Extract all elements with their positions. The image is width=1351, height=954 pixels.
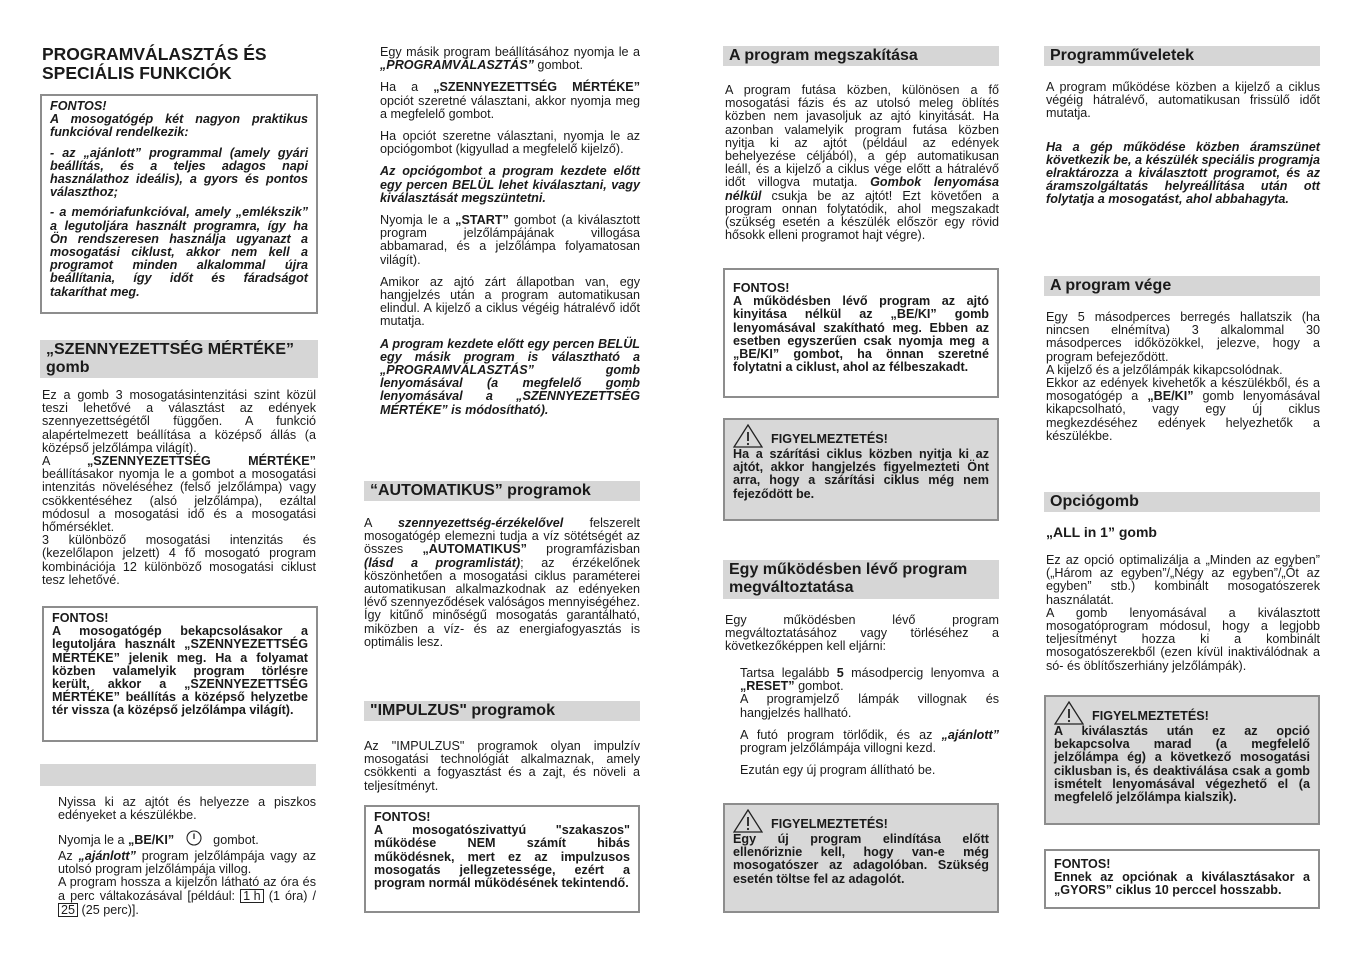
- warning-text: A kiválasztás után ez az opció bekapcsolva marad (a megfelelő jelzőlámpa ég) a következő mosogatási ciklusban is, és deaktiválása csak a gomb ismételt lenyomásával végezhető el (a megfelelő jelzőlámpa kialszik).: [1054, 724, 1310, 805]
- start-step-open-door: Nyissa ki az ajtót és helyezze a piszkos edényeket a készülékbe.: [58, 795, 316, 823]
- impulse-description: Az "IMPULZUS" programok olyan impulzív mosogatási technológiát alkalmaznak, amely csökkenti a fogyasztást és a zajt, és növeli a teljesítményt.: [364, 739, 640, 793]
- important-label: FONTOS!: [733, 281, 790, 295]
- warning-box-detergent: [723, 803, 999, 913]
- warning-triangle-icon: [733, 424, 763, 448]
- change-step-reset: Tartsa legalább 5 másodpercig lenyomva a „RESET” gombot.: [740, 666, 1000, 694]
- section-heading-impulse: "IMPULZUS" programok: [364, 701, 640, 721]
- operations-display: A program működése közben a kijelző a ciklus végéig hátralévő, automatikusan frissülő időt mutatja.: [1046, 80, 1320, 121]
- important-text: A mosogatógép bekapcsolásakor a legutoljára használt „SZENNYEZETTSÉG MÉRTÉKE” jelenik meg. Ha a folyamat közben valamelyik program törlésre került, akkor a „SZENNYEZETTSÉG MÉRTÉKE” beállítás a középső helyzetbe tér vissza (a középső jelzőlámpa világít).: [52, 624, 308, 718]
- important-box-features: [40, 94, 318, 314]
- option-description: Ez az opció optimalizálja a „Minden az egyben” („Három az egyben”/„Négy az egyben”/„Öt az egyben” stb.) kombinált mosogatószerek használatát.: [1046, 553, 1320, 607]
- soil-level-intro: Ez a gomb 3 mosogatásintenzitási szint közül teszi lehetővé a választást az edények szennyezettségétől függően. A funkció alapértelmezett beállítása a középső állás (a középső jelzőlámpa világít).: [42, 388, 316, 455]
- important-label: FONTOS!: [1054, 857, 1111, 871]
- important-box-soil-level: [42, 606, 318, 742]
- section-heading-automatic: “AUTOMATIKUS” programok: [364, 481, 640, 501]
- important-box-impulse: [364, 805, 640, 913]
- important-text: A működésben lévő program az ajtó kinyitása nélkül az „BE/KI” gomb lenyomásával szakítható meg. Ebben az esetben egyszerűen csak nyomja meg a „BE/KI” gombot, ha önnan szeretné folytatni a ciklust, ahol az félbeszakadt.: [733, 294, 989, 375]
- page-title: PROGRAMVÁLASZTÁS ÉS SPECIÁLIS FUNKCIÓK: [42, 44, 267, 83]
- all-in-one-heading: „ALL in 1” gomb: [1046, 524, 1157, 540]
- warning-header: FIGYELMEZTETÉS!: [1054, 701, 1310, 725]
- feature-memory: - a memóriafunkcióval, amely „emlékszik” a legutoljára használt programra, így ha Ön rendszeresen használja ugyanazt a mosogatási ciklust, akkor nem kell a programot minden alkalommal újra beállítania, így időt és fáradságot takaríthat meg.: [50, 205, 308, 299]
- section-heading-program-end: A program vége: [1044, 276, 1320, 296]
- change-program-note: A program kezdete előtt egy percen BELÜL egy másik program is választható a „PROGRAMVÁLASZTÁS” gomb lenyomásával (a megfelelő gomb lenyomásával a „SZENNYEZETTSÉG MÉRTÉKE” is módosítható).: [380, 336, 640, 417]
- soil-level-combinations: 3 különböző mosogatási intenzitás és (kezelőlapon jelzett) 4 fő mosogató program kombinációja 12 különböző mosogatási ciklust tesz lehetővé.: [42, 533, 316, 587]
- warning-header: FIGYELMEZTETÉS!: [733, 424, 989, 448]
- warning-box-drying: [723, 418, 999, 521]
- section-heading-soil-level: „SZENNYEZETTSÉG MÉRTÉKE” gomb: [40, 340, 318, 378]
- press-start: Nyomja le a „START” gombot (a kiválasztott program jelzőlámpájának villogása abbamarad, és a jelzőlámpa folyamatosan világít).: [380, 213, 640, 267]
- features-intro: A mosogatógép két nagyon praktikus funkcióval rendelkezik:: [50, 112, 308, 140]
- change-step-new: Ezután egy új program állítható be.: [740, 763, 936, 778]
- select-option: Ha opciót szeretne választani, nyomja le az opciógombot (kigyullad a megfelelő kijelző).: [380, 129, 640, 157]
- automatic-description: A szennyezettség-érzékelővel felszerelt mosogatógép elemezni tudja a víz sötétségét az összes „AUTOMATIKUS” programfázisban (lásd a programlistát); az érzékelőnek köszönhetően a mosogatási ciklus paraméterei automatikusan alkalmazkodnak az edényeken lévő szennyeződések valóságos mennyiségéhez. Így kitűnő minőségű mosogatás garantálható, miközben a víz- és az energiafogyasztás is optimális lesz.: [364, 516, 640, 649]
- display-minutes: 25: [58, 903, 78, 917]
- start-step-power: Nyomja le a „BE/KI” gombot.: [58, 830, 316, 849]
- warning-triangle-icon: [733, 809, 763, 833]
- door-closed-start: Amikor az ajtó zárt állapotban van, egy hangjelzés után a program automatikusan elindul. A kijelző a ciklus végéig hátralévő időt mutatja.: [380, 274, 640, 329]
- select-soil-level: Ha a „SZENNYEZETTSÉG MÉRTÉKE” opciót szeretné választani, akkor nyomja meg a megfelelő gombot.: [380, 80, 640, 121]
- change-step-lamps: A programjelző lámpák villognak és hangjelzés hallható.: [740, 692, 999, 720]
- start-step-duration: A program hossza a kijelzőn látható az óra és a perc váltakozásával [például: 1 h (1 óra) / 25 (25 perc)].: [58, 875, 317, 918]
- section-heading-interrupt: A program megszakítása: [723, 46, 999, 66]
- important-label: FONTOS!: [52, 611, 109, 625]
- important-box-interrupt: [723, 268, 999, 398]
- start-step-recommended: Az „ajánlott” program jelzőlámpája vagy az utolsó program jelzőlámpája villog.: [58, 848, 317, 876]
- end-lamps-off: A kijelző és a jelzőlámpák kikapcsolódnak.: [1046, 362, 1283, 377]
- power-icon: [186, 830, 202, 849]
- display-hours: 1 h: [240, 889, 264, 903]
- section-heading-blank: [40, 764, 316, 786]
- end-unload: Ekkor az edények kivehetők a készülékből, és a mosogatógép a „BE/KI” gomb lenyomásával kikapcsolható, vagy egy új ciklus megkezdéséhez edények helyezhetők a készülékbe.: [1046, 376, 1320, 443]
- warning-header: FIGYELMEZTETÉS!: [733, 809, 989, 833]
- option-time-note: Az opciógombot a program kezdete előtt egy percen BELÜL lehet kiválasztani, vagy kiválasztását megszüntetni.: [380, 164, 640, 205]
- option-effect: A gomb lenyomásával a kiválasztott mosogatóprogram módosul, hogy a legjobb teljesítményt hozza ki a kombinált mosogatószerekből (ezen kívül inaktiválódnak a só- és öblítőszerhiány jelzőlámpák).: [1046, 605, 1320, 673]
- warning-box-option: [1044, 695, 1320, 825]
- important-label: FONTOS!: [50, 99, 107, 113]
- warning-text: Egy új program elindítása előtt ellenőriznie kell, hogy van-e még mosogatószer az adagolóban. Szükség esetén töltse fel az adagolót.: [733, 832, 989, 886]
- section-heading-option-button: Opciógomb: [1044, 492, 1320, 512]
- important-text: Ennek az opciónak a kiválasztásakor a „GYORS” ciklus 10 perccel hosszabb.: [1054, 870, 1310, 898]
- warning-text: Ha a szárítási ciklus közben nyitja ki az ajtót, akkor hangjelzés figyelmezteti Önt arra, hogy a szárítási ciklus még nem fejeződött be.: [733, 447, 989, 501]
- important-text: A mosogatószivattyú "szakaszos" működése NEM számít hibás működésnek, mert ez az impulzusos mosogatás jellegzetessége, ezért a program normál működésének tekintendő.: [374, 823, 630, 891]
- feature-recommended: - az „ajánlott” programmal (amely gyári beállítás, és a teljes adagos napi használathoz ideális), a gyors és pontos választhoz;: [50, 145, 308, 200]
- warning-triangle-icon: [1054, 701, 1084, 725]
- important-label: FONTOS!: [374, 810, 431, 824]
- change-program-intro: Egy működésben lévő program megváltoztatásához vagy törléséhez a következőképpen kell eljárni:: [725, 613, 999, 654]
- section-heading-change-program: Egy működésben lévő program megváltoztatása: [723, 560, 999, 599]
- important-box-option: [1044, 849, 1320, 909]
- change-step-cancelled: A futó program törlődik, és az „ajánlott” program jelzőlámpája villogni kezd.: [740, 727, 999, 756]
- end-beep: Egy 5 másodperces berregés hallatszik (ha nincsen elnémítva) 3 alkalommal 30 másodperces időközökkel, jelezve, hogy a program befejeződött.: [1046, 310, 1320, 364]
- power-failure-note: Ha a gép működése közben áramszünet következik be, a készülék speciális programja elraktározza a kiválasztott programot, és az áramszolgáltatás helyreállítása után ott folytatja a mosogatást, ahol abbahagyta.: [1046, 139, 1320, 207]
- soil-level-usage: A „SZENNYEZETTSÉG MÉRTÉKE” beállításakor nyomja le a gombot a mosogatási intenzitás növeléséhez (felső jelzőlámpa) vagy csökkentéséhez (alsó jelzőlámpa), ezáltal módosul a mosogatási idő és a mosogatási hőmérséklet.: [42, 454, 316, 535]
- section-heading-operations: Programműveletek: [1044, 46, 1320, 66]
- interrupt-description: A program futása közben, különösen a fő mosogatási fázis és az utolsó meleg öblítés közben nem javasoljuk az ajtó kinyitását. Ha azonban valamelyik program futása közben nyitja ki az ajtót (például az edények behelyezése céljából), a gép automatikusan leáll, és a kijelző a ciklus vége előtt a hátralévő időt villogva mutatja. Gombok lenyomása nélkül csukja be az ajtót! Ezt követően a program onnan folytatódik, ahol megszakadt (szükség esetén a készülék először egy rövid hősokk elleni programot hajt végre).: [725, 83, 999, 243]
- select-other-program: Egy másik program beállításához nyomja le a „PROGRAMVÁLASZTÁS” gombot.: [380, 45, 640, 73]
